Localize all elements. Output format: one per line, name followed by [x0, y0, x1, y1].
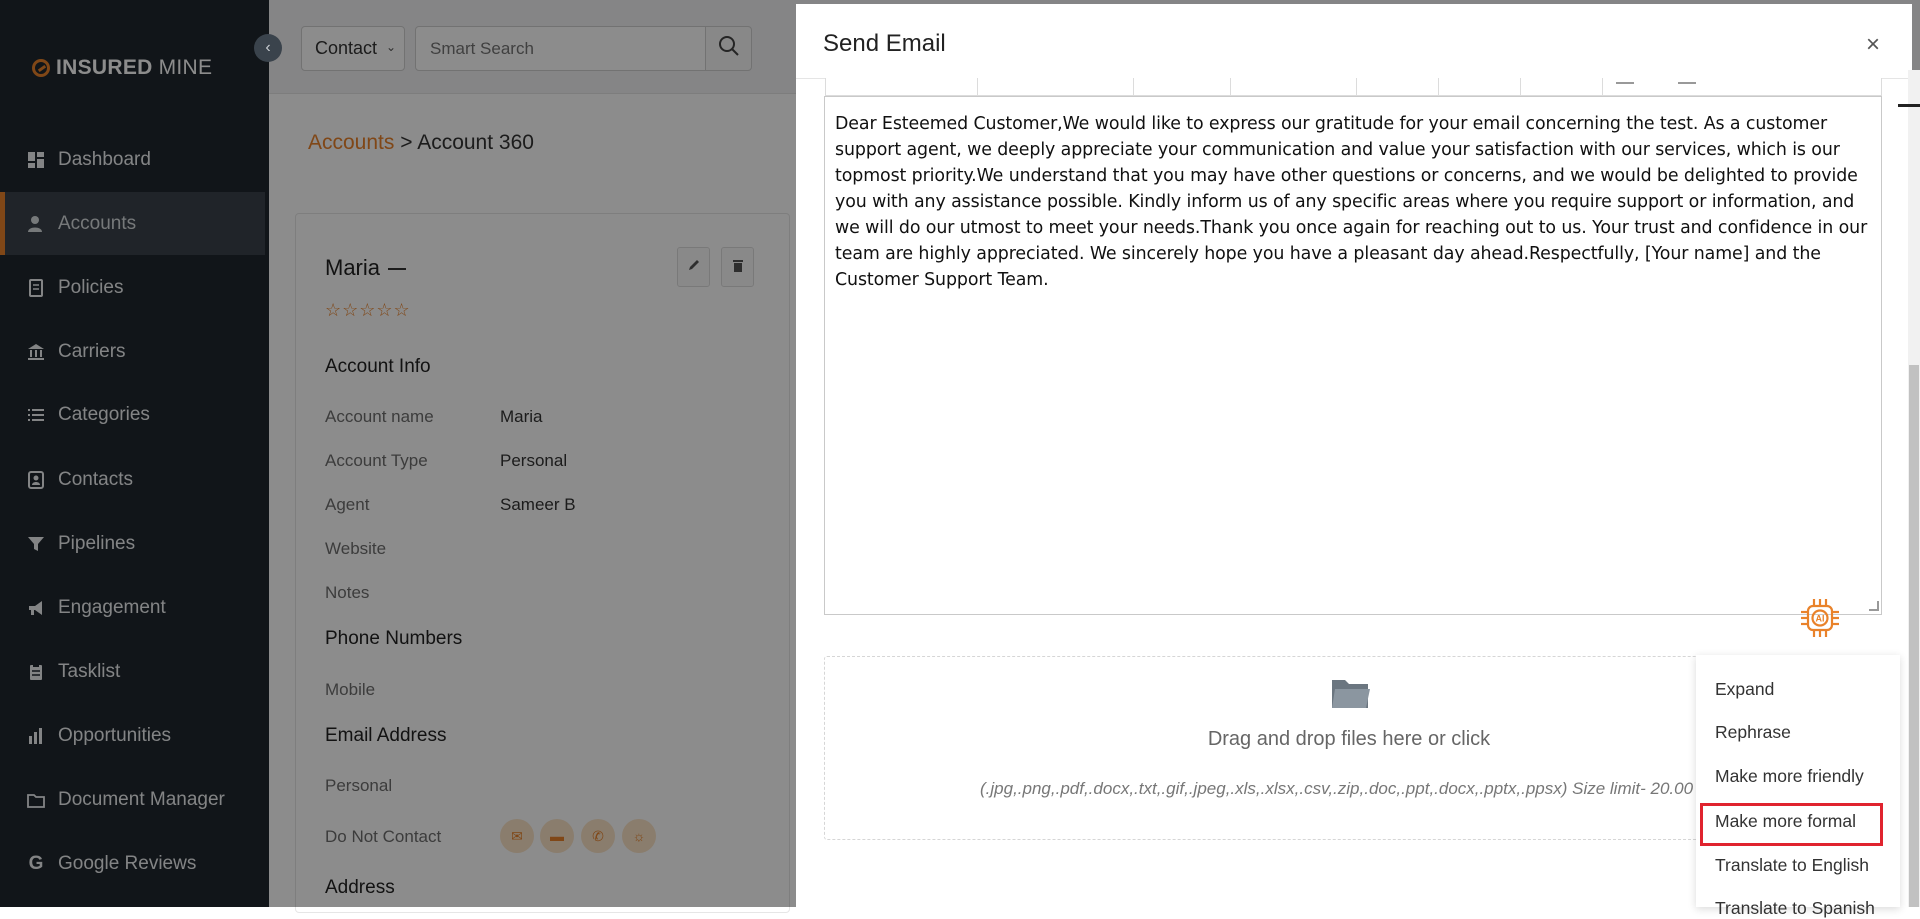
brand-name-bold: INSURED	[56, 56, 153, 79]
phone-icon: ✆	[592, 827, 604, 844]
ai-option-expand[interactable]: Expand	[1715, 679, 1775, 699]
sidebar-item-label: Accounts	[58, 212, 137, 234]
field-label-mobile: Mobile	[325, 680, 376, 699]
breadcrumb-current: Account 360	[417, 131, 534, 154]
section-account-info: Account Info	[325, 356, 431, 377]
edge-marker	[1898, 104, 1920, 107]
field-label-website: Website	[325, 539, 387, 558]
sidebar-item-label: Categories	[58, 403, 150, 425]
modal-title: Send Email	[823, 30, 946, 57]
editor-toolbar	[825, 78, 1882, 96]
resize-handle[interactable]	[1869, 601, 1879, 611]
ai-option-make-more-friendly[interactable]: Make more friendly	[1715, 766, 1864, 786]
ai-assistant-button[interactable]	[1798, 596, 1842, 640]
sun-icon: ☼	[632, 828, 646, 844]
chat-icon: ▬	[550, 828, 564, 844]
field-label-account-name: Account name	[325, 407, 434, 426]
field-label-account-type: Account Type	[325, 451, 428, 470]
breadcrumb-separator: >	[400, 131, 413, 154]
field-label-do-not-contact: Do Not Contact	[325, 827, 442, 846]
brand-name-light: MINE	[158, 56, 213, 79]
folder-icon	[1330, 675, 1372, 716]
sidebar-item-label: Policies	[58, 276, 124, 298]
sidebar-item-label: Engagement	[58, 596, 166, 618]
sidebar-collapse-button[interactable]: ‹	[254, 34, 282, 62]
section-address: Address	[325, 877, 395, 898]
search-scope-value: Contact	[315, 38, 378, 58]
sidebar-item-label: Carriers	[58, 340, 126, 362]
field-value-account-type: Personal	[500, 451, 568, 470]
ai-option-rephrase[interactable]: Rephrase	[1715, 722, 1791, 742]
field-value-agent: Sameer B	[500, 495, 576, 514]
section-phone-numbers: Phone Numbers	[325, 628, 463, 649]
sidebar-item-label: Contacts	[58, 468, 133, 490]
field-label-personal-email: Personal	[325, 776, 393, 795]
field-value-account-name: Maria	[500, 407, 543, 426]
ai-option-translate-english[interactable]: Translate to English	[1715, 855, 1870, 875]
section-email-address: Email Address	[325, 725, 447, 746]
email-body-text: Dear Esteemed Customer,We would like to express our gratitude for your email concerning the test. As a customer support agent, we deeply appreciate your communication and value your satisfaction with our services, which is our topmost priority.We understand that you may have other questions or concerns, and we would be delighted to provide you with any assistance possible. Kindly inform us of any specific areas where you require support or information, and we will do our utmost to meet your needs.Thank you once again for reaching out to us. Your trust and confidence in our team are highly appreciated. We sincerely hope you have a pleasant day ahead.Respectfully, [Your name] and the Customer Support Team.	[835, 114, 1868, 290]
close-icon[interactable]: ×	[1865, 31, 1880, 58]
ai-option-make-more-formal[interactable]: Make more formal	[1715, 811, 1857, 831]
email-body-editor[interactable]	[824, 96, 1882, 615]
ai-chip-icon	[1798, 596, 1842, 640]
sidebar-item-label: Google Reviews	[58, 852, 197, 874]
account-name-heading: Maria	[325, 255, 406, 281]
google-icon: G	[28, 852, 44, 874]
field-label-notes: Notes	[325, 583, 370, 602]
breadcrumb-accounts-link[interactable]: Accounts	[308, 131, 395, 154]
ai-option-translate-spanish[interactable]: Translate to Spanish	[1715, 898, 1875, 918]
field-label-agent: Agent	[325, 495, 370, 514]
dropzone-text: Drag and drop files here or click	[1207, 728, 1491, 750]
chevron-down-icon: ⌄	[385, 40, 396, 54]
highlight-box	[1700, 803, 1883, 846]
sidebar-item-label: Pipelines	[58, 532, 136, 554]
sidebar-item-label: Opportunities	[58, 724, 172, 746]
ai-option-clip	[1696, 890, 1900, 918]
email-icon: ✉	[511, 827, 523, 844]
svg-text:AI: AI	[1815, 613, 1825, 624]
sidebar-item-label: Dashboard	[58, 148, 151, 170]
rating-stars[interactable]: ☆☆☆☆☆	[325, 300, 411, 320]
dropzone-formats: (.jpg,.png,.pdf,.docx,.txt,.gif,.jpeg,.xls,.xlsx,.csv,.zip,.doc,.ppt,.docx,.pptx,.ppsx) Size limit- 20.00	[980, 779, 1694, 798]
sidebar-item-label: Tasklist	[58, 660, 121, 682]
modal-scrollbar-thumb[interactable]	[1909, 365, 1919, 907]
sidebar-item-label: Document Manager	[58, 788, 225, 810]
